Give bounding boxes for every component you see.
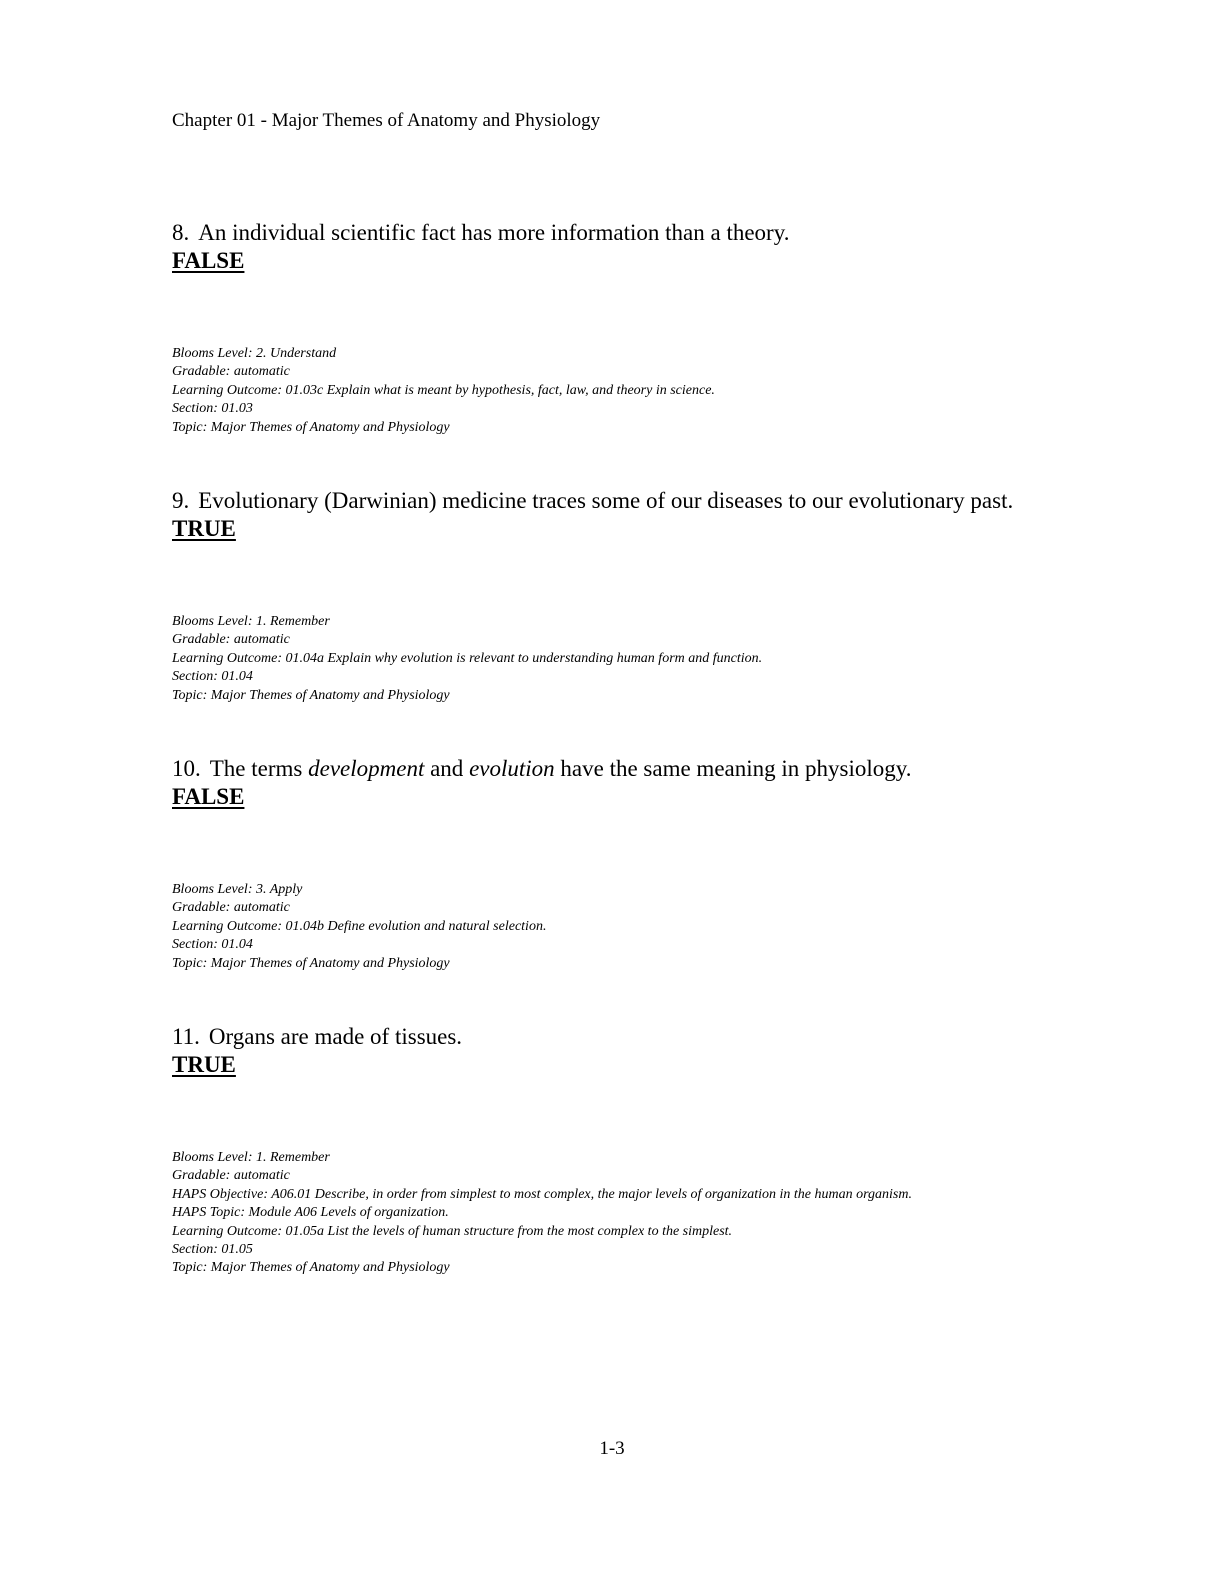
question-9-metadata	[172, 613, 1172, 705]
question-8-statement: An individual scientific fact has more information than a theory.	[198, 220, 790, 245]
question-9-number: 9.	[172, 488, 190, 513]
page-header: Chapter 01 - Major Themes of Anatomy and Physiology	[172, 110, 601, 131]
question-9-blooms-level: Blooms Level: 1. Remember	[172, 614, 330, 629]
question-11-learning-outcome: Learning Outcome: 01.05a List the levels of human structure from the most complex to the simplest.	[172, 1223, 733, 1239]
question-10-text-mid: and	[424, 756, 470, 781]
question-10-number: 10.	[172, 756, 201, 781]
question-11-text	[172, 1023, 1172, 1051]
question-8-answer: FALSE	[172, 248, 245, 273]
question-9	[172, 487, 1172, 543]
question-11	[172, 1023, 1172, 1079]
question-10-blooms-level: Blooms Level: 3. Apply	[172, 882, 303, 897]
question-8	[172, 219, 1172, 275]
question-8-blooms-level: Blooms Level: 2. Understand	[172, 346, 337, 361]
question-10-answer: FALSE	[172, 784, 245, 809]
question-8-metadata	[172, 345, 1172, 437]
question-9-answer: TRUE	[172, 516, 236, 541]
question-11-blooms-level: Blooms Level: 1. Remember	[172, 1150, 330, 1165]
question-10-topic: Topic: Major Themes of Anatomy and Physiology	[172, 955, 450, 971]
question-9-statement: Evolutionary (Darwinian) medicine traces some of our diseases to our evolutionary past.	[198, 488, 1014, 513]
question-10-text	[172, 755, 1172, 783]
question-11-section: Section: 01.05	[172, 1242, 253, 1258]
question-11-topic: Topic: Major Themes of Anatomy and Physiology	[172, 1260, 450, 1276]
question-8-gradable: Gradable: automatic	[172, 364, 290, 380]
question-10-section: Section: 01.04	[172, 937, 253, 953]
question-10	[172, 755, 1172, 811]
question-11-number: 11.	[172, 1024, 200, 1049]
question-9-gradable: Gradable: automatic	[172, 632, 290, 648]
question-10-learning-outcome: Learning Outcome: 01.04b Define evolution and natural selection.	[172, 918, 547, 934]
question-8-learning-outcome: Learning Outcome: 01.03c Explain what is meant by hypothesis, fact, law, and theory in science.	[172, 382, 715, 398]
question-10-term-development: development	[308, 756, 425, 781]
question-9-text	[172, 487, 1172, 515]
question-8-text	[172, 219, 1172, 247]
question-11-statement: Organs are made of tissues.	[208, 1024, 463, 1049]
question-8-number: 8.	[172, 220, 190, 245]
page-number: 1-3	[599, 1438, 625, 1459]
question-10-text-after: have the same meaning in physiology.	[554, 756, 912, 781]
question-11-answer: TRUE	[172, 1052, 236, 1077]
question-10-metadata	[172, 881, 1172, 973]
question-11-gradable: Gradable: automatic	[172, 1168, 290, 1184]
question-8-topic: Topic: Major Themes of Anatomy and Physiology	[172, 419, 450, 435]
question-9-learning-outcome: Learning Outcome: 01.04a Explain why evolution is relevant to understanding human form and function.	[172, 650, 763, 666]
question-10-text-before: The terms	[209, 756, 309, 781]
question-10-gradable: Gradable: automatic	[172, 900, 290, 916]
question-11-metadata	[172, 1149, 1172, 1278]
question-11-haps-objective: HAPS Objective: A06.01 Describe, in order from simplest to most complex, the major levels of organization in the human organism.	[172, 1186, 912, 1202]
question-10-term-evolution: evolution	[469, 756, 555, 781]
question-8-section: Section: 01.03	[172, 401, 253, 417]
question-9-section: Section: 01.04	[172, 669, 253, 685]
question-11-haps-topic: HAPS Topic: Module A06 Levels of organization.	[172, 1205, 449, 1221]
question-9-topic: Topic: Major Themes of Anatomy and Physiology	[172, 687, 450, 703]
